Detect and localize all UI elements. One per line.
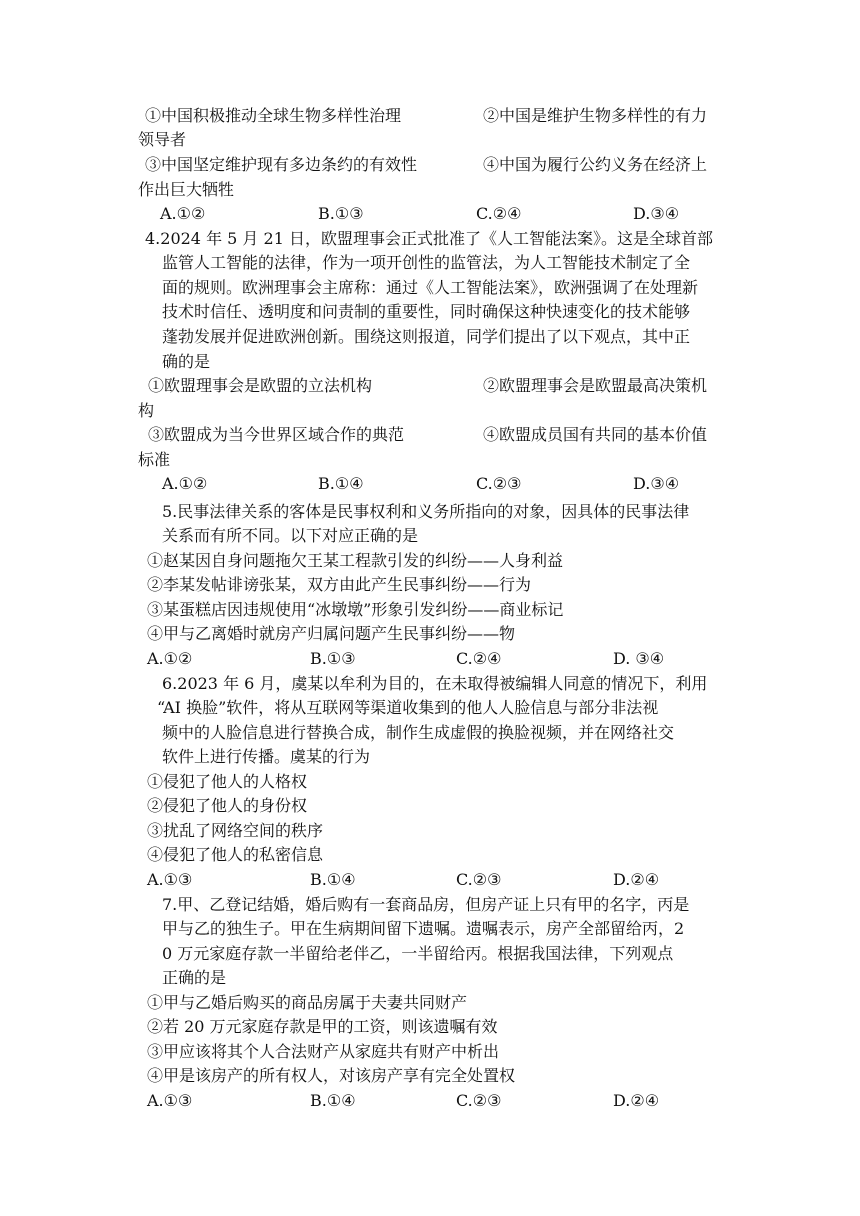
q5-statement-2: ②李某发帖诽谤张某，双方由此产生民事纠纷——行为 [147, 575, 532, 594]
q6-statement-4: ④侵犯了他人的私密信息 [147, 845, 324, 864]
q6-stem-line-1: 6.2023 年 6 月，虞某以牟利为目的，在未取得被编辑人同意的情况下，利用 [162, 674, 708, 693]
q6-option-a: A.①③ [147, 870, 193, 889]
q6-stem-line-2: “AI 换脸”软件，将从互联网等渠道收集到的他人人脸信息与部分非法视 [157, 698, 659, 717]
q4-stem-line-5: 蓬勃发展并促进欧洲创新。围绕这则报道，同学们提出了以下观点，其中正 [162, 327, 691, 346]
q7-options [0, 1089, 860, 1113]
q4-options [0, 472, 860, 496]
q5-statement-4: ④甲与乙离婚时就房产归属问题产生民事纠纷——物 [147, 624, 516, 643]
q6-statement-1: ①侵犯了他人的人格权 [147, 772, 308, 791]
q4-option-a: A.①② [162, 474, 208, 493]
q7-option-c: C.②③ [456, 1091, 502, 1110]
q5-option-c: C.②④ [456, 649, 502, 668]
q4-statement-3: ③欧盟成为当今世界区域合作的典范 [148, 425, 405, 444]
q3-option-b: B.①③ [318, 204, 364, 223]
q6-statement-2: ②侵犯了他人的身份权 [147, 796, 308, 815]
q7-stem-line-3: 0 万元家庭存款一半留给老伴乙，一半留给丙。根据我国法律，下列观点 [162, 944, 674, 963]
q4-option-d: D.③④ [633, 474, 680, 493]
q4-stem-line-2: 监管人工智能的法律，作为一项开创性的监管法，为人工智能技术制定了全 [162, 253, 691, 272]
q4-stem-line-3: 面的规则。欧洲理事会主席称：通过《人工智能法案》，欧洲强调了在处理新 [162, 278, 699, 297]
q4-statement-1: ①欧盟理事会是欧盟的立法机构 [148, 376, 373, 395]
q7-stem-line-2: 甲与乙的独生子。甲在生病期间留下遗嘱。遗嘱表示，房产全部留给丙，2 [162, 919, 685, 938]
q5-options [0, 647, 860, 671]
q7-statement-4: ④甲是该房产的所有权人，对该房产享有完全处置权 [147, 1066, 516, 1085]
q7-statement-2: ②若 20 万元家庭存款是甲的工资，则该遗嘱有效 [147, 1017, 498, 1036]
q7-statement-3: ③甲应该将其个人合法财产从家庭共有财产中析出 [147, 1042, 500, 1061]
q3-statement-2: ②中国是维护生物多样性的有力 [483, 106, 708, 125]
q3-statement-4: ④中国为履行公约义务在经济上 [483, 155, 708, 174]
q3-options [0, 202, 860, 226]
q7-option-d: D.②④ [613, 1091, 660, 1110]
q4-stem-line-6: 确的是 [162, 352, 211, 371]
q6-options [0, 868, 860, 892]
q4-option-c: C.②③ [476, 474, 522, 493]
q7-option-a: A.①③ [147, 1091, 193, 1110]
q3-statement-2-cont: 领导者 [138, 130, 187, 149]
q4-statement-2: ②欧盟理事会是欧盟最高决策机 [483, 376, 708, 395]
q5-option-b: B.①③ [310, 649, 356, 668]
q6-statement-3: ③扰乱了网络空间的秩序 [147, 821, 324, 840]
q6-option-d: D.②④ [613, 870, 660, 889]
q3-statement-1: ①中国积极推动全球生物多样性治理 [145, 106, 402, 125]
q4-stem-line-1: 4.2024 年 5 月 21 日，欧盟理事会正式批准了《人工智能法案》。这是全球首部 [145, 229, 713, 248]
q3-option-a: A.①② [160, 204, 206, 223]
q4-statement-4: ④欧盟成员国有共同的基本价值 [483, 425, 708, 444]
q3-option-d: D.③④ [633, 204, 680, 223]
q5-stem-line-1: 5.民事法律关系的客体是民事权利和义务所指向的对象，因具体的民事法律 [162, 502, 690, 521]
q4-statement-2-cont: 构 [138, 401, 155, 420]
q3-option-c: C.②④ [476, 204, 522, 223]
q7-stem-line-4: 正确的是 [162, 968, 227, 987]
q6-stem-line-4: 软件上进行传播。虞某的行为 [162, 747, 371, 766]
q6-stem-line-3: 频中的人脸信息进行替换合成，制作生成虚假的换脸视频，并在网络社交 [162, 723, 675, 742]
q3-statement-4-cont: 作出巨大牺牲 [138, 180, 235, 199]
q5-statement-1: ①赵某因自身问题拖欠王某工程款引发的纠纷——人身利益 [147, 551, 564, 570]
q5-option-d: D. ③④ [613, 649, 665, 668]
q3-statement-3: ③中国坚定维护现有多边条约的有效性 [145, 155, 418, 174]
q7-stem-line-1: 7.甲、乙登记结婚，婚后购有一套商品房，但房产证上只有甲的名字，丙是 [162, 895, 690, 914]
q7-statement-1: ①甲与乙婚后购买的商品房属于夫妻共同财产 [147, 993, 468, 1012]
q5-statement-3: ③某蛋糕店因违规使用“冰墩墩”形象引发纠纷——商业标记 [147, 600, 564, 619]
q5-option-a: A.①② [147, 649, 193, 668]
q6-option-b: B.①④ [310, 870, 356, 889]
q4-stem-line-4: 技术时信任、透明度和问责制的重要性，同时确保这种快速变化的技术能够 [162, 302, 691, 321]
q7-option-b: B.①④ [310, 1091, 356, 1110]
q4-statement-4-cont: 标准 [138, 450, 171, 469]
q4-option-b: B.①④ [318, 474, 364, 493]
q5-stem-line-2: 关系而有所不同。以下对应正确的是 [162, 526, 419, 545]
q6-option-c: C.②③ [456, 870, 502, 889]
